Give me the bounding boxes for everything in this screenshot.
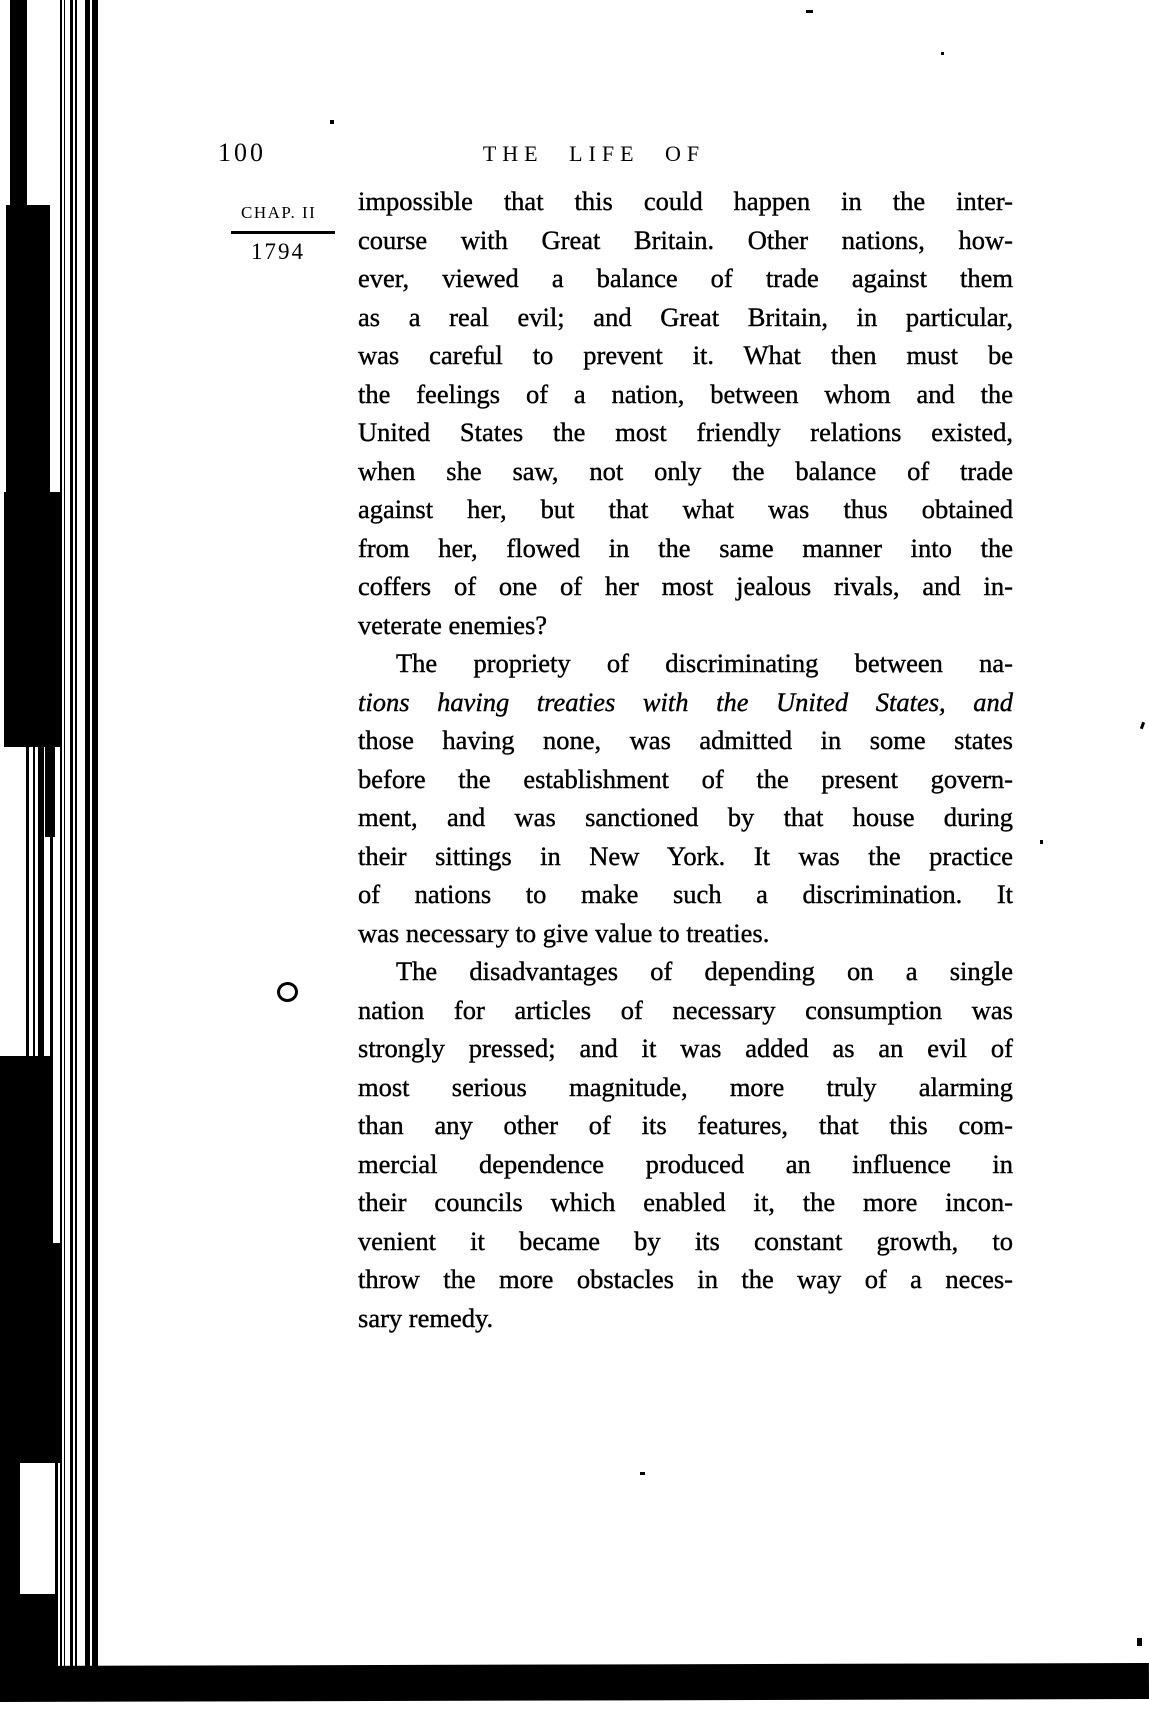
scan-artifact-stripe (6, 205, 50, 495)
text-line: as a real evil; and Great Britain, in particular, (358, 301, 1013, 332)
text-line: those having none, was admitted in some states (358, 725, 1013, 755)
ink-speck (640, 1472, 645, 1475)
scan-artifact-stripe (55, 1460, 58, 1668)
text-line: ment, and was sanctioned by that house during (358, 802, 1013, 832)
text-line: veterate enemies? (358, 609, 548, 640)
scan-artifact-stripe (4, 492, 62, 747)
text-line: The propriety of discriminating between na- (396, 648, 1013, 678)
paragraph (358, 182, 1013, 644)
text-line: when she saw, not only the balance of trade (358, 455, 1013, 486)
text-line: mercial dependence produced an influence in (358, 1148, 1013, 1179)
scan-artifact-stripe (26, 745, 29, 1060)
text-line: sary remedy. (358, 1302, 494, 1333)
text-line: coffers of one of her most jealous rivals, and in- (358, 571, 1013, 601)
scan-artifact-stripe (50, 835, 53, 1060)
text-line: the feelings of a nation, between whom and the (358, 378, 1013, 409)
scan-artifact-stripe (10, 0, 27, 210)
page-number: 100 (218, 138, 266, 167)
text-line: was careful to prevent it. What then must be (358, 340, 1013, 370)
year-margin-note: 1794 (251, 239, 305, 264)
text-line: their sittings in New York. It was the practice (358, 840, 1013, 871)
text-line: against her, but that what was thus obtained (358, 494, 1013, 524)
body-text (358, 182, 1013, 1337)
chapter-margin-note: CHAP. II (241, 203, 317, 222)
text-line: strongly pressed; and it was added as an evil of (358, 1033, 1013, 1063)
text-line: course with Great Britain. Other nations, how- (358, 224, 1013, 255)
text-line: venient it became by its constant growth, to (358, 1225, 1013, 1256)
scan-artifact-stripe (45, 745, 55, 837)
text-line: their councils which enabled it, the more incon- (358, 1187, 1013, 1217)
scan-artifact-bottom-bar (0, 1663, 1149, 1702)
scan-artifact-stripe (38, 745, 44, 1060)
scan-artifact-stripe (33, 745, 35, 1060)
scan-artifact-line (70, 0, 73, 1668)
ink-speck (806, 10, 813, 13)
paragraph (358, 952, 1013, 1337)
text-line: United States the most friendly relations existed, (358, 417, 1013, 447)
ink-speck (330, 120, 334, 124)
scan-artifact-line (92, 0, 98, 1700)
text-line: tions having treaties with the United States, and (358, 686, 1013, 717)
text-line: from her, flowed in the same manner into the (358, 532, 1013, 563)
ink-speck (941, 52, 944, 55)
text-line: throw the more obstacles in the way of a neces- (358, 1264, 1013, 1294)
scan-artifact-line (60, 0, 62, 1668)
margin-circle-mark (276, 981, 300, 1004)
scan-artifact-line (75, 0, 77, 1668)
text-line: before the establishment of the present govern- (358, 763, 1013, 794)
ink-speck (1137, 1638, 1142, 1646)
text-line: of nations to make such a discrimination. It (358, 879, 1013, 909)
text-line: was necessary to give value to treaties. (358, 917, 770, 948)
text-line: The disadvantages of depending on a single (396, 956, 1013, 986)
text-line: most serious magnitude, more truly alarming (358, 1071, 1013, 1102)
paragraph (358, 644, 1013, 952)
text-line: nation for articles of necessary consumption was (358, 994, 1013, 1025)
scan-artifact-line (85, 0, 90, 1700)
scan-artifact-line (64, 0, 65, 1668)
scan-artifact-stripe (0, 1243, 62, 1463)
margin-rule (231, 231, 335, 234)
text-line: than any other of its features, that this com- (358, 1110, 1013, 1140)
running-header: THE LIFE OF (482, 141, 706, 166)
text-line: ever, viewed a balance of trade against them (358, 263, 1013, 293)
text-line: impossible that this could happen in the inter- (358, 186, 1013, 216)
ink-speck (1040, 840, 1043, 844)
ink-speck (1140, 722, 1145, 730)
scan-artifact-stripe (0, 1056, 53, 1246)
